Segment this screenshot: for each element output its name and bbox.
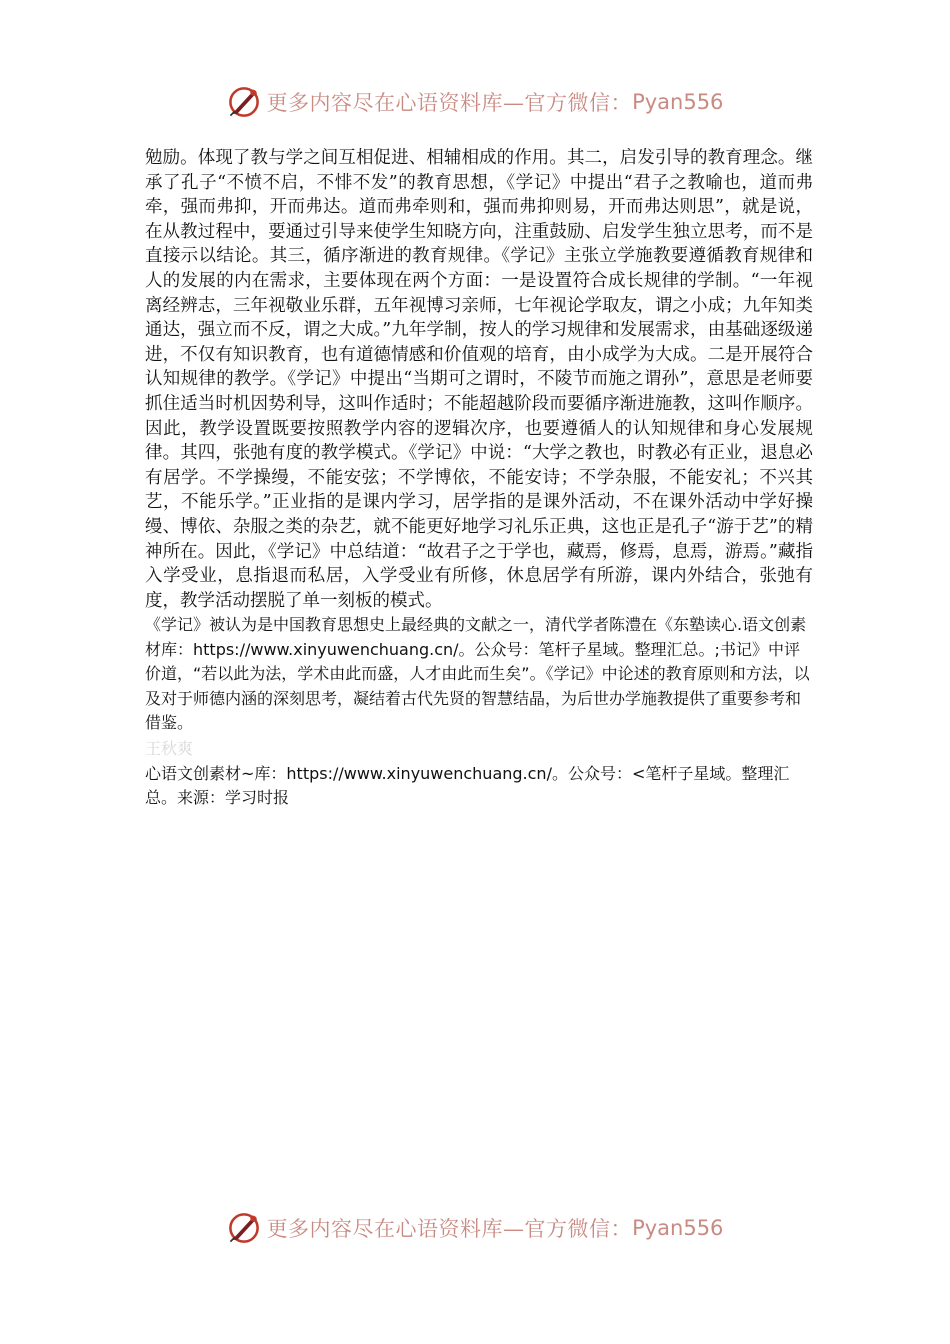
footer-banner-text: 更多内容尽在心语资料库—官方微信： xyxy=(266,1217,633,1241)
footer-banner xyxy=(0,1208,950,1248)
source-note: 心语文创素材~库：https://www.xinyuwenchuang.cn/。公众号：<笔杆子星域。整理汇总。来源：学习时报 xyxy=(145,763,790,808)
header-banner xyxy=(0,82,950,122)
article-content xyxy=(145,146,813,811)
quill-pen-logo-icon xyxy=(227,85,261,119)
footer-banner-wechat-id: Pyan556 xyxy=(632,1216,724,1240)
banner-text: 更多内容尽在心语资料库—官方微信： xyxy=(266,91,633,115)
banner-wechat-id: Pyan556 xyxy=(632,90,724,114)
article-author: 王秋爽 xyxy=(145,738,194,758)
quill-pen-logo-icon xyxy=(227,1211,261,1245)
article-conclusion: 《学记》被认为是中国教育思想史上最经典的文献之一，清代学者陈澧在《东塾读心.语文创素材库：https://www.xinyuwenchuang.cn/。公众号：笔杆子星域。整理汇总。;书记》中评价道，“若以此为法，学术由此而盛，人才由此而生矣”。《学记》中论述的教育原则和方法，以及对于师德内涵的深刻思考，凝结着古代先贤的智慧结晶，为后世办学施教提供了重要参考和借鉴。 xyxy=(145,615,810,733)
article-body: 勉励。体现了教与学之间互相促进、相辅相成的作用。其二，启发引导的教育理念。继承了孔子“不愤不启，不悱不发”的教育思想，《学记》中提出“君子之教喻也，道而弗牵，强而弗抑，开而弗达。道而弗牵则和，强而弗抑则易，开而弗达则思”，就是说，在从教过程中，要通过引导来使学生知晓方向，注重鼓励、启发学生独立思考，而不是直接示以结论。其三，循序渐进的教育规律。《学记》主张立学施教要遵循教育规律和人的发展的内在需求，主要体现在两个方面：一是设置符合成长规律的学制。“一年视离经辨志，三年视敬业乐群，五年视博习亲师，七年视论学取友，谓之小成；九年知类通达，强立而不反，谓之大成。”九年学制，按人的学习规律和发展需求，由基础逐级递进，不仅有知识教育，也有道德情感和价值观的培育，由小成学为大成。二是开展符合认知规律的教学。《学记》中提出“当期可之谓时，不陵节而施之谓孙”，意思是老师要抓住适当时机因势利导，这叫作适时；不能超越阶段而要循序渐进施教，这叫作顺序。因此，教学设置既要按照教学内容的逻辑次序，也要遵循人的认知规律和身心发展规律。其四，张弛有度的教学模式。《学记》中说：“大学之教也，时教必有正业，退息必有居学。不学操缦，不能安弦；不学博依，不能安诗；不学杂服，不能安礼；不兴其艺，不能乐学。”正业指的是课内学习，居学指的是课外活动，不在课外活动中学好操缦、博依、杂服之类的杂艺，就不能更好地学习礼乐正典，这也正是孔子“游于艺”的精神所在。因此，《学记》中总结道：“故君子之于学也，藏焉，修焉，息焉，游焉。”藏指入学受业，息指退而私居，入学受业有所修，休息居学有所游，课内外结合，张弛有度，教学活动摆脱了单一刻板的模式。 xyxy=(145,148,813,611)
